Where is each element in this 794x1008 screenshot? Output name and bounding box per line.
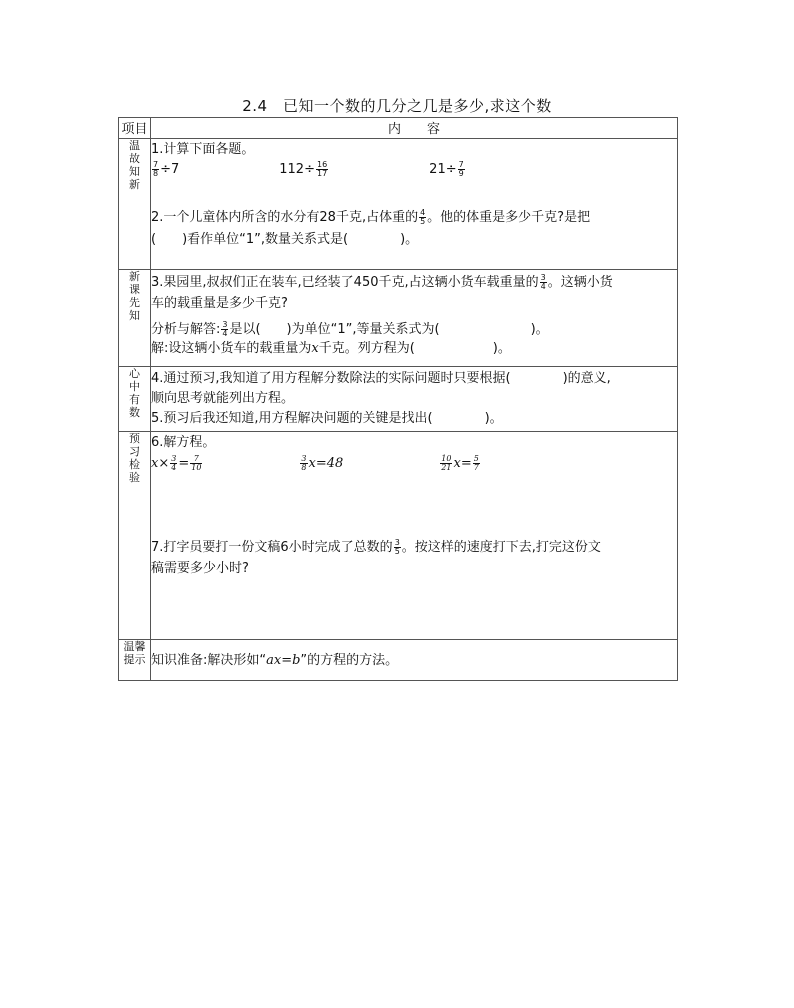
page-title: 2.4 已知一个数的几分之几是多少,求这个数 bbox=[242, 97, 552, 115]
preview-row bbox=[119, 270, 678, 367]
preview-content bbox=[151, 270, 678, 367]
q1-problem-b: 112÷ $\frac{16}{17}$ bbox=[279, 160, 328, 178]
check-label: 预习检验 bbox=[129, 432, 140, 484]
q2-line1: 2.一个儿童体内所含的水分有28千克,占体重的 $\frac{4}{5}$ 。他的体重是多少千克?是把 bbox=[151, 208, 591, 226]
check-content bbox=[151, 432, 678, 640]
equation-1: x× $\frac{3}{4}$ = $\frac{7}{10}$ bbox=[151, 454, 202, 472]
q7-line2: 稿需要多少小时? bbox=[151, 561, 249, 576]
table-header-row bbox=[119, 118, 678, 139]
q1-problems bbox=[151, 160, 677, 179]
mind-row bbox=[119, 367, 678, 432]
tips-content bbox=[151, 640, 678, 681]
q3-line3: 分析与解答: $\frac{3}{4}$ 是以( )为单位“1”,等量关系式为( )。 bbox=[151, 320, 549, 338]
q3-line2: 车的载重量是多少千克? bbox=[151, 296, 288, 311]
q3-line4: 解:设这辆小货车的载重量为x千克。列方程为( )。 bbox=[151, 341, 511, 356]
tips-row bbox=[119, 640, 678, 681]
mind-label: 心中有数 bbox=[129, 367, 140, 419]
q7-line1: 7.打字员要打一份文稿6小时完成了总数的 $\frac{3}{5}$ 。按这样的速度打下去,打完这份文 bbox=[151, 538, 601, 556]
equation-3: $\frac{10}{21}$ x= $\frac{5}{7}$ bbox=[441, 454, 479, 472]
equation-2: $\frac{3}{8}$ x=48 bbox=[301, 454, 344, 472]
preview-label: 新课先知 bbox=[129, 270, 140, 322]
tips-text: 知识准备:解决形如“ax=b”的方程的方法。 bbox=[151, 652, 399, 668]
q6-equations bbox=[151, 454, 677, 473]
review-row bbox=[119, 139, 678, 270]
header-content: 内 容 bbox=[151, 118, 678, 139]
check-row bbox=[119, 432, 678, 640]
review-content bbox=[151, 139, 678, 270]
header-item: 项目 bbox=[119, 118, 151, 139]
worksheet-table bbox=[118, 117, 678, 681]
tips-label-line1: 温馨 bbox=[123, 640, 146, 653]
q1-intro: 1.计算下面各题。 bbox=[151, 142, 255, 157]
review-label: 温故知新 bbox=[129, 139, 140, 191]
q2-line2: ( )看作单位“1”,数量关系式是( )。 bbox=[151, 232, 419, 247]
tips-label-line2: 提示 bbox=[123, 653, 146, 666]
q1-problem-a: $\frac{7}{8}$ ÷7 bbox=[153, 160, 180, 178]
q1-problem-c: 21÷ $\frac{7}{9}$ bbox=[429, 160, 464, 178]
mind-content bbox=[151, 367, 678, 432]
q4-line1: 4.通过预习,我知道了用方程解分数除法的实际问题时只要根据( )的意义, bbox=[151, 371, 611, 386]
q4-line2: 顺向思考就能列出方程。 bbox=[151, 391, 295, 406]
q3-line1: 3.果园里,叔叔们正在装车,已经装了450千克,占这辆小货车载重量的 $\frac{3}{4}$ 。这辆小货 bbox=[151, 273, 613, 291]
q5: 5.预习后我还知道,用方程解决问题的关键是找出( )。 bbox=[151, 411, 503, 426]
q6-intro: 6.解方程。 bbox=[151, 435, 216, 450]
